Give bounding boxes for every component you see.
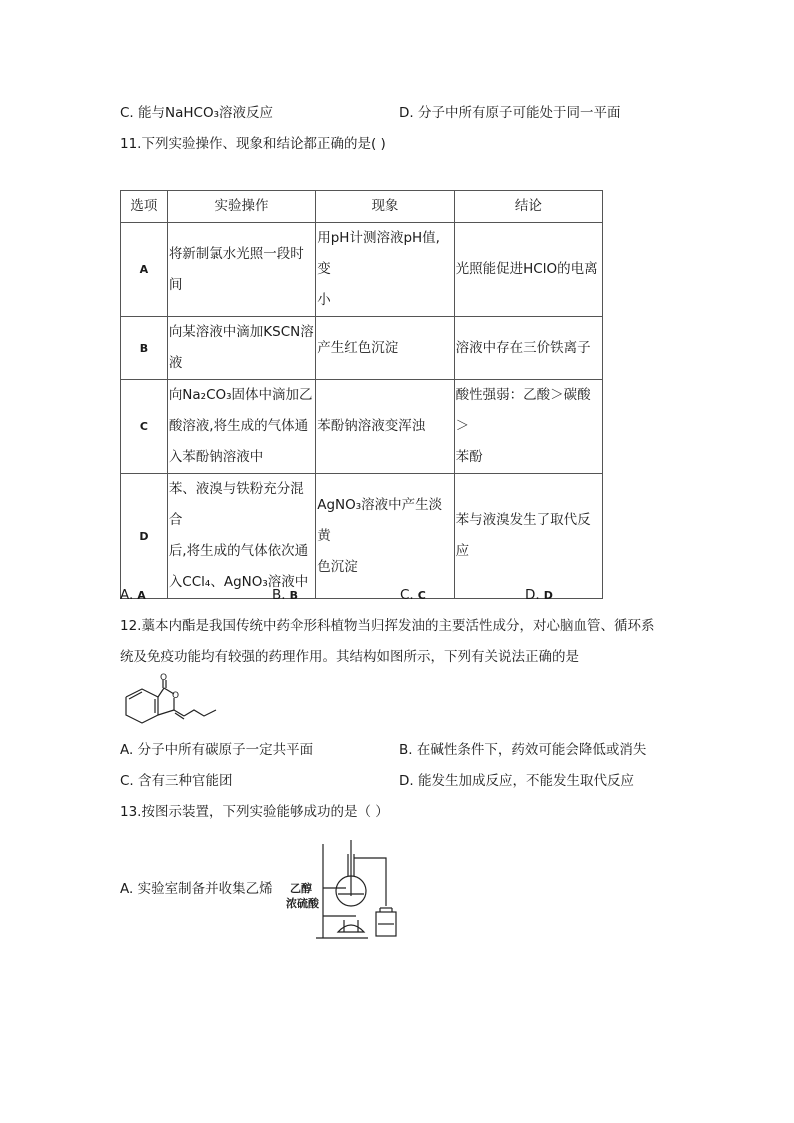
q12-option-c: C. 含有三种官能团 — [120, 773, 233, 789]
answer-a[interactable]: A. A — [120, 587, 146, 603]
table-row — [121, 474, 603, 599]
row-option: D — [121, 474, 168, 599]
row-phenomenon: 苯酚钠溶液变浑浊 — [316, 380, 454, 474]
ethylene-apparatus-diagram — [286, 836, 406, 942]
atom-ring-oxygen: O — [172, 691, 180, 701]
row-option: A — [121, 223, 168, 317]
q12-option-d: D. 能发生加成反应，不能发生取代反应 — [399, 773, 634, 789]
row-operation: 向某溶液中滴加KSCN溶 液 — [167, 317, 315, 380]
header-option: 选项 — [121, 191, 168, 223]
label-sulfuric-acid: 浓硫酸 — [286, 897, 319, 910]
row-option: B — [121, 317, 168, 380]
header-phenomenon: 现象 — [316, 191, 454, 223]
row-phenomenon: AgNO₃溶液中产生淡黄 色沉淀 — [316, 474, 454, 599]
q13-stem: 13.按图示装置，下列实验能够成功的是（ ） — [120, 804, 389, 820]
q12-stem-line1: 12.藁本内酯是我国传统中药伞形科植物当归挥发油的主要活性成分，对心脑血管、循环系 — [120, 618, 655, 634]
row-conclusion: 酸性强弱：乙酸＞碳酸＞ 苯酚 — [454, 380, 602, 474]
table-row — [121, 380, 603, 474]
label-ethanol: 乙醇 — [290, 882, 312, 895]
row-phenomenon: 产生红色沉淀 — [316, 317, 454, 380]
row-conclusion: 光照能促进HClO的电离 — [454, 223, 602, 317]
q10-option-c: C. 能与NaHCO₃溶液反应 — [120, 105, 273, 121]
q12-stem-line2: 统及免疫功能均有较强的药理作用。其结构如图所示，下列有关说法正确的是 — [120, 649, 579, 665]
header-operation: 实验操作 — [167, 191, 315, 223]
row-operation: 将新制氯水光照一段时 间 — [167, 223, 315, 317]
q11-stem: 11.下列实验操作、现象和结论都正确的是( ) — [120, 136, 386, 152]
answer-b[interactable]: B. B — [272, 587, 298, 603]
answer-d[interactable]: D. D — [525, 587, 553, 603]
q12-option-b: B. 在碱性条件下，药效可能会降低或消失 — [399, 742, 647, 758]
row-option: C — [121, 380, 168, 474]
table-row — [121, 317, 603, 380]
row-phenomenon: 用pH计测溶液pH值,变 小 — [316, 223, 454, 317]
atom-carbonyl-oxygen: O — [160, 673, 168, 683]
header-conclusion: 结论 — [454, 191, 602, 223]
experiment-table — [120, 190, 603, 599]
row-conclusion: 溶液中存在三价铁离子 — [454, 317, 602, 380]
table-row — [121, 223, 603, 317]
q13-option-a: A. 实验室制备并收集乙烯 — [120, 881, 273, 897]
q10-option-d: D. 分子中所有原子可能处于同一平面 — [399, 105, 621, 121]
row-operation: 苯、液溴与铁粉充分混合 后,将生成的气体依次通 入CCl₄、AgNO₃溶液中 — [167, 474, 315, 599]
ligustilide-structure — [118, 672, 228, 730]
q12-option-a: A. 分子中所有碳原子一定共平面 — [120, 742, 314, 758]
table-header-row — [121, 191, 603, 223]
row-conclusion: 苯与液溴发生了取代反 应 — [454, 474, 602, 599]
answer-c[interactable]: C. C — [400, 587, 426, 603]
row-operation: 向Na₂CO₃固体中滴加乙 酸溶液,将生成的气体通 入苯酚钠溶液中 — [167, 380, 315, 474]
